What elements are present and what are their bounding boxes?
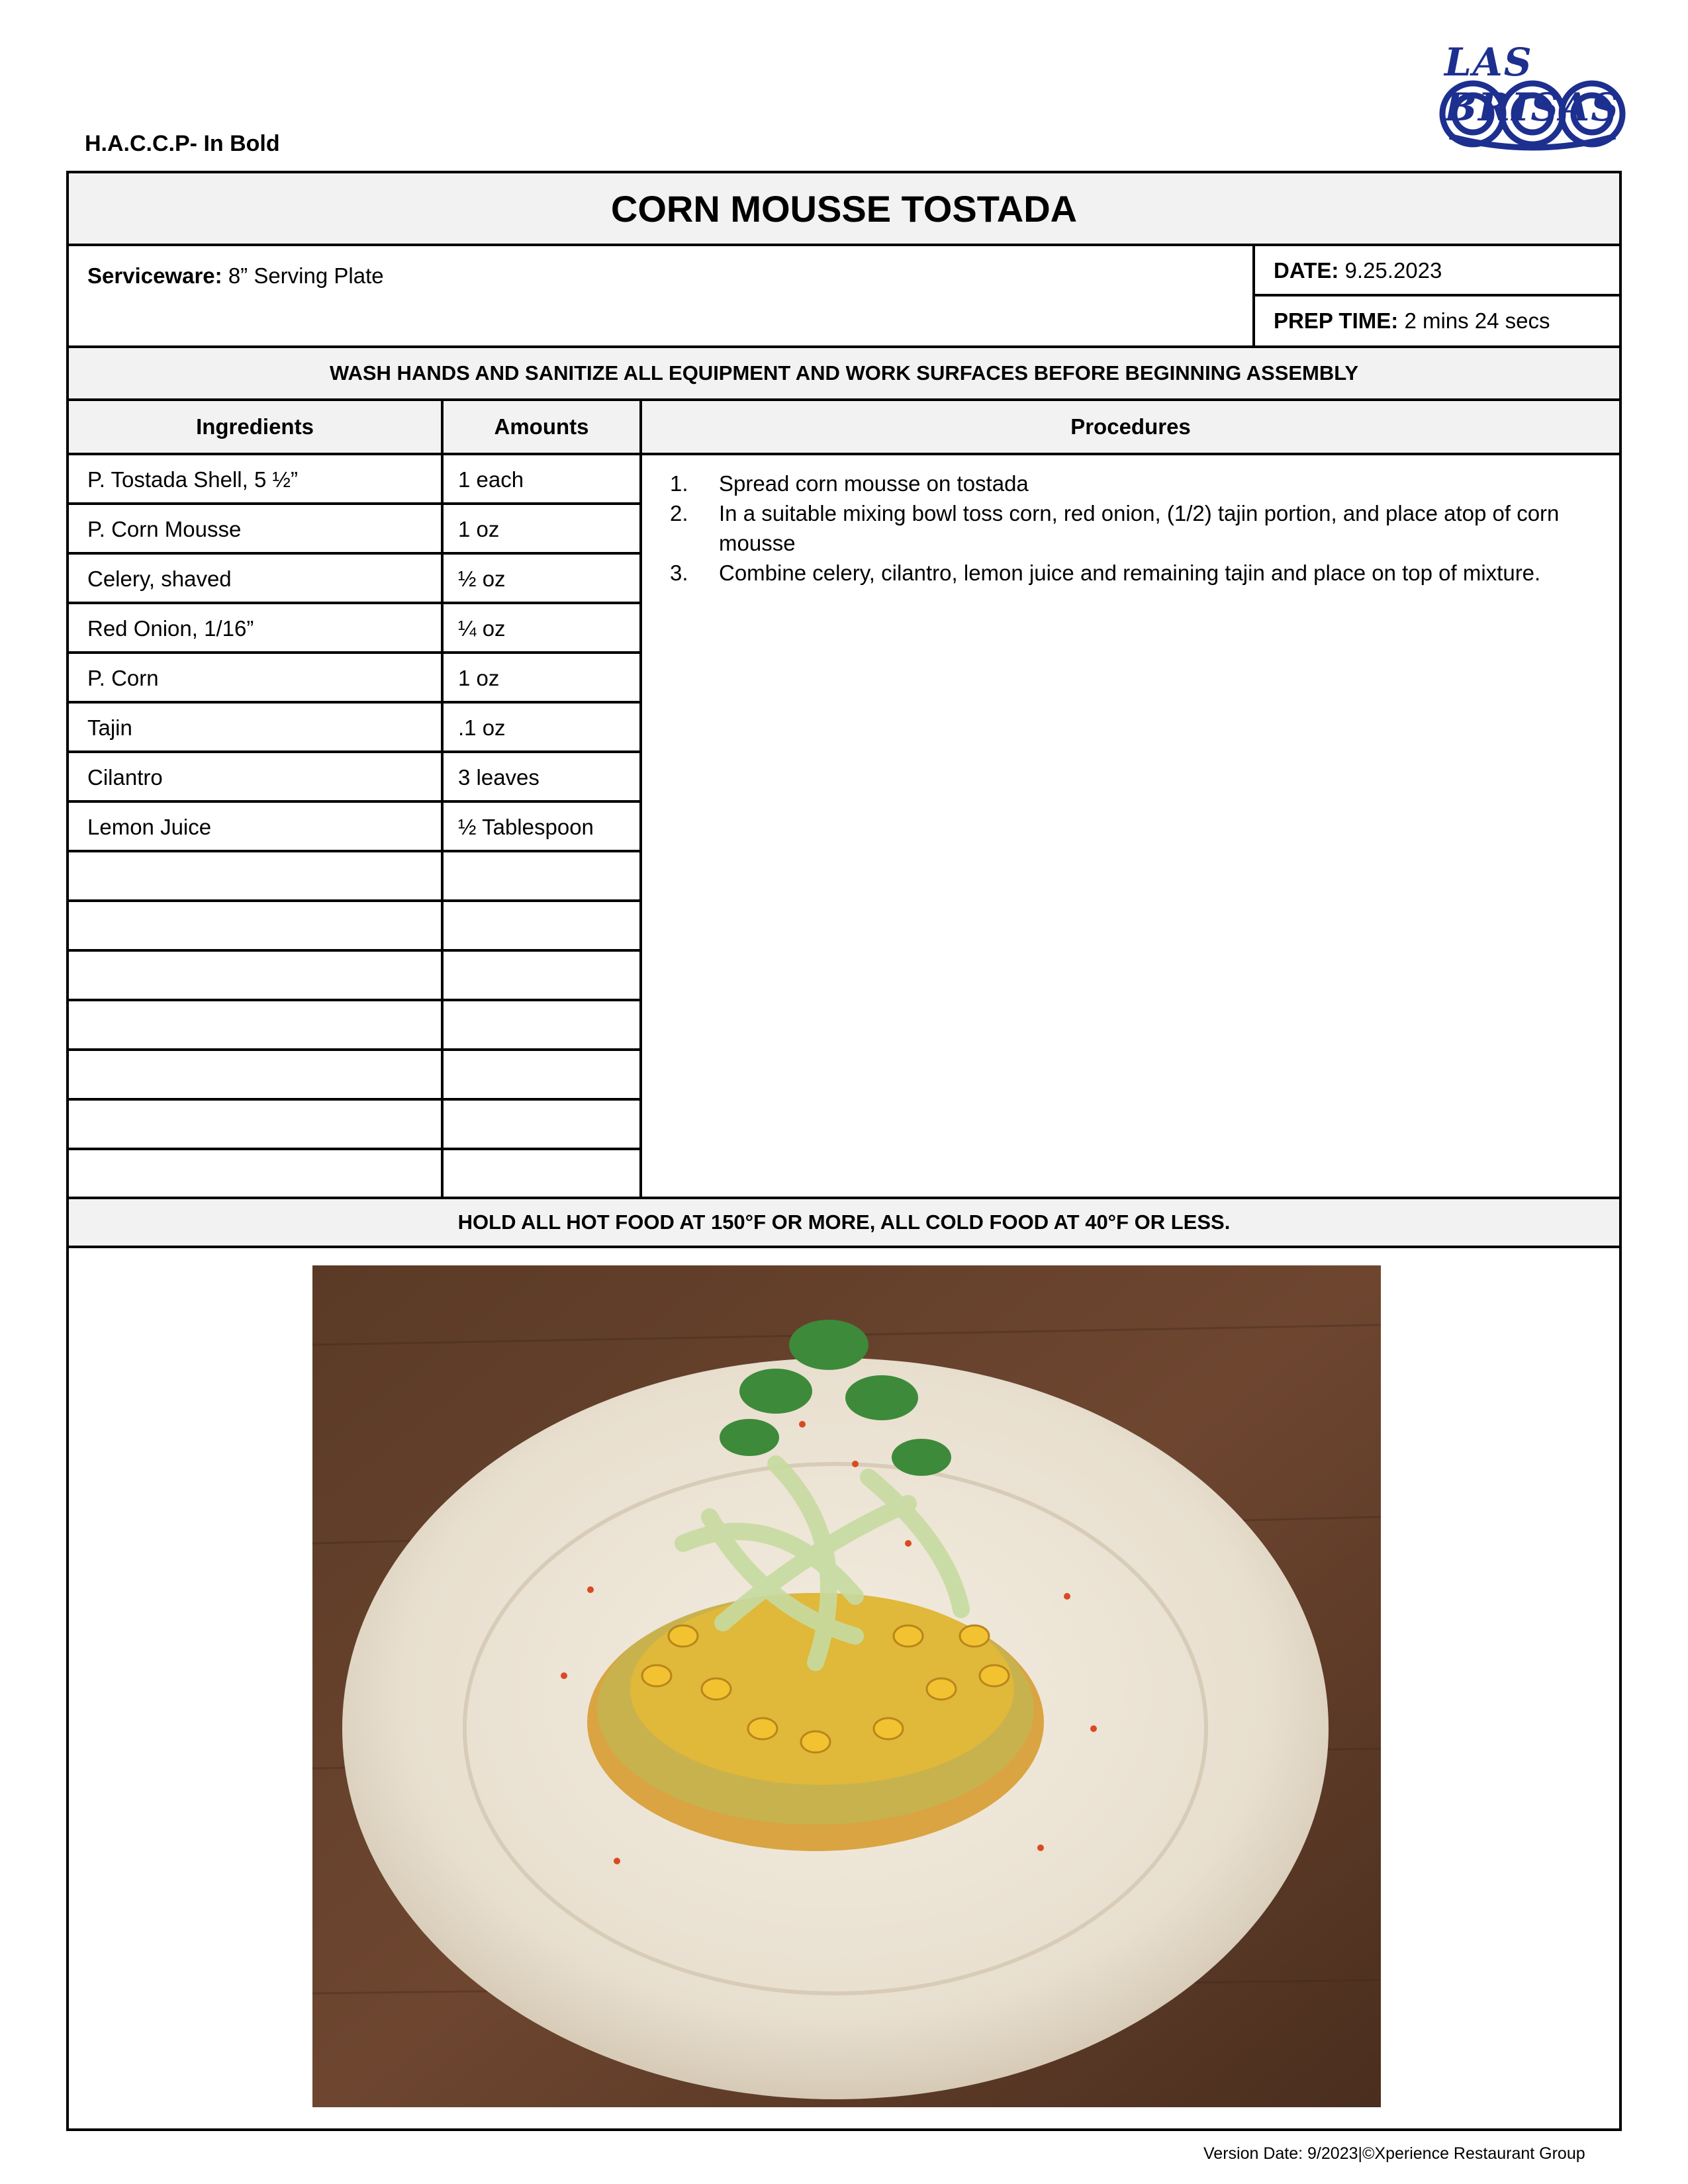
table-row xyxy=(69,1150,642,1197)
table-row xyxy=(69,1101,642,1150)
date-label: DATE: xyxy=(1274,258,1339,283)
ingredient-name: P. Corn xyxy=(87,666,159,690)
procedures-list xyxy=(651,469,1605,588)
ingredient-amount: 1 oz xyxy=(458,517,500,541)
table-row xyxy=(69,604,642,654)
date-line xyxy=(1255,246,1619,296)
ingredient-name: P. Corn Mousse xyxy=(87,517,242,541)
table-row xyxy=(69,654,642,704)
dish-photo xyxy=(312,1265,1381,2107)
ingredient-name: Red Onion, 1/16” xyxy=(87,616,254,641)
table-header xyxy=(69,401,1619,455)
ingredient-amount: ½ oz xyxy=(458,567,506,591)
table-row xyxy=(69,803,642,852)
ingredient-amount: 1 each xyxy=(458,467,524,492)
ingredient-amount: 1 oz xyxy=(458,666,500,690)
table-row xyxy=(69,505,642,555)
table-row xyxy=(69,852,642,902)
hold-temperature-notice: HOLD ALL HOT FOOD AT 150°F OR MORE, ALL COLD FOOD AT 40°F OR LESS. xyxy=(69,1197,1619,1248)
table-row xyxy=(69,952,642,1001)
ingredient-name: Lemon Juice xyxy=(87,815,212,839)
table-row xyxy=(69,704,642,753)
table-row xyxy=(69,753,642,803)
list-item: 3. Combine celery, cilantro, lemon juice and remaining tajin and place on top of mixture. xyxy=(670,561,1541,585)
date-value: 9.25.2023 xyxy=(1344,258,1442,283)
ingredient-amount: ½ Tablespoon xyxy=(458,815,594,839)
column-divider xyxy=(441,455,444,1197)
table-row xyxy=(69,555,642,604)
version-footer: Version Date: 9/2023|©Xperience Restaurant Group xyxy=(1203,2144,1585,2163)
list-item: 1. Spread corn mousse on tostada xyxy=(670,471,1029,496)
ingredient-name: Celery, shaved xyxy=(87,567,232,591)
table-row xyxy=(69,902,642,952)
table-row xyxy=(69,1051,642,1101)
table-row xyxy=(69,1001,642,1051)
prep-time-label: PREP TIME: xyxy=(1274,308,1399,333)
ingredient-name: P. Tostada Shell, 5 ½” xyxy=(87,467,298,492)
recipe-card xyxy=(66,171,1622,2131)
ingredients-header: Ingredients xyxy=(69,401,444,453)
serviceware xyxy=(87,263,384,289)
serviceware-row xyxy=(69,246,1619,348)
las-brisas-logo xyxy=(1436,40,1628,156)
prep-time-line xyxy=(1255,296,1619,345)
haccp-note: H.A.C.C.P- In Bold xyxy=(85,131,280,156)
recipe-title: CORN MOUSSE TOSTADA xyxy=(69,173,1619,246)
serviceware-label: Serviceware: xyxy=(87,263,222,288)
serviceware-value: 8” Serving Plate xyxy=(228,263,384,288)
prep-time-value: 2 mins 24 secs xyxy=(1404,308,1550,333)
wave-logo-icon xyxy=(1436,73,1628,156)
ingredient-amount: ¼ oz xyxy=(458,616,506,641)
ingredient-amount: 3 leaves xyxy=(458,765,539,790)
logo-wordmark: LAS BRISAS xyxy=(1444,40,1620,130)
column-divider xyxy=(639,455,642,1197)
list-item: 2. In a suitable mixing bowl toss corn, red onion, (1/2) tajin portion, and place atop of corn mousse xyxy=(670,501,1560,555)
date-box xyxy=(1252,246,1619,345)
ingredient-amount: .1 oz xyxy=(458,715,506,740)
ingredient-name: Cilantro xyxy=(87,765,163,790)
ingredient-name: Tajin xyxy=(87,715,132,740)
wash-hands-notice: WASH HANDS AND SANITIZE ALL EQUIPMENT AND WORK SURFACES BEFORE BEGINNING ASSEMBLY xyxy=(69,348,1619,401)
procedures-header: Procedures xyxy=(1070,414,1191,439)
amounts-header: Amounts xyxy=(444,401,642,453)
table-row xyxy=(69,455,642,505)
